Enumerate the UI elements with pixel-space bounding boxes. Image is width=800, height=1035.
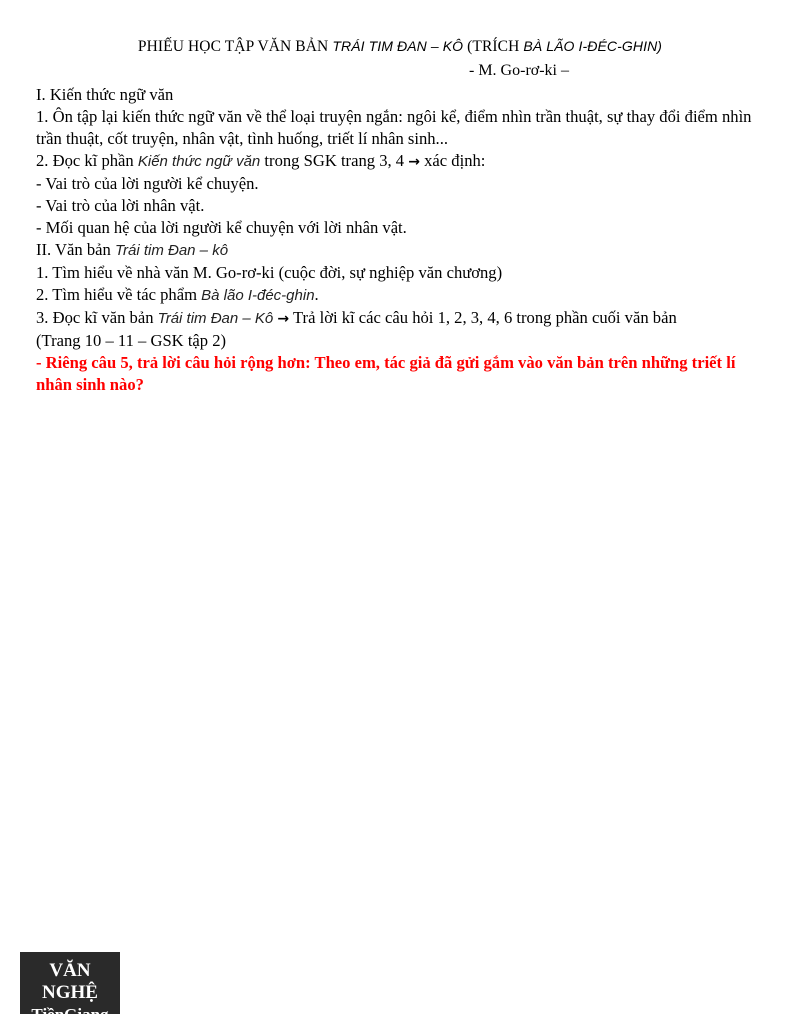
van-nghe-tien-giang-logo [20, 952, 120, 1024]
section-1-item-2-suffix: trong SGK trang 3, 4 [260, 151, 409, 170]
section-1-heading: I. Kiến thức ngữ văn [36, 85, 174, 104]
author-line: - M. Go-rơ-ki – [469, 62, 569, 79]
title-source: BÀ LÃO I-ĐÉC-GHIN) [523, 38, 663, 54]
section-2-heading [36, 239, 766, 262]
section-2-item-2-suffix: . [314, 285, 319, 304]
section-2-item-2 [36, 284, 766, 307]
logo-line-1: VĂN NGHỆ [42, 960, 98, 1003]
section-1-bullet-3: - Mối quan hệ của lời người kể chuyện với lời nhân vật. [36, 218, 407, 237]
section-2-heading-italic: Trái tim Đan – kô [114, 242, 229, 259]
document-body [36, 84, 766, 396]
section-2-item-1: 1. Tìm hiểu về nhà văn M. Go-rơ-ki (cuộc đời, sự nghiệp văn chương) [36, 263, 503, 282]
section-2-item-3-suffix: Trả lời kĩ các câu hỏi 1, 2, 3, 4, 6 trong phần cuối văn bản [289, 308, 677, 327]
title-work: TRÁI TIM ĐAN – KÔ [332, 38, 464, 54]
section-1-item-2-italic: Kiến thức ngữ văn [137, 153, 261, 170]
logo-line-2: TiềnGiang [31, 1005, 109, 1024]
section-1-item-2-end: xác định: [419, 151, 486, 170]
section-2-item-2-italic: Bà lão I-đéc-ghin [201, 287, 315, 304]
section-1-item-2-prefix: 2. Đọc kĩ phần [36, 151, 138, 170]
title-middle: (TRÍCH [463, 38, 524, 55]
section-2-heading-prefix: II. Văn bản [36, 240, 115, 259]
section-2-item-2-prefix: 2. Tìm hiểu về tác phẩm [36, 285, 202, 304]
title-prefix: PHIẾU HỌC TẬP VĂN BẢN [137, 38, 333, 55]
arrow-icon: → [277, 311, 290, 327]
section-1-bullet-2: - Vai trò của lời nhân vật. [36, 196, 205, 215]
section-1-bullet-1: - Vai trò của lời người kể chuyện. [36, 174, 259, 193]
section-2-item-3 [36, 307, 766, 330]
section-2-item-3-prefix: 3. Đọc kĩ văn bản [36, 308, 158, 327]
section-2-note: - Riêng câu 5, trả lời câu hỏi rộng hơn: Theo em, tác giả đã gửi gắm vào văn bản trên những triết lí nhân sinh nào? [36, 353, 736, 394]
section-1-item-2 [36, 150, 766, 173]
document-title [0, 38, 800, 56]
section-2-item-3-italic: Trái tim Đan – Kô [157, 310, 274, 327]
section-2-item-3-continued: (Trang 10 – 11 – GSK tập 2) [36, 331, 227, 350]
arrow-icon: → [408, 154, 420, 170]
section-1-item-1: 1. Ôn tập lại kiến thức ngữ văn về thể loại truyện ngắn: ngôi kể, điểm nhìn trần thuật, sự thay đổi điểm nhìn trần thuật, cốt truyện, nhân vật, tình huống, triết lí nhân sinh... [36, 107, 752, 148]
